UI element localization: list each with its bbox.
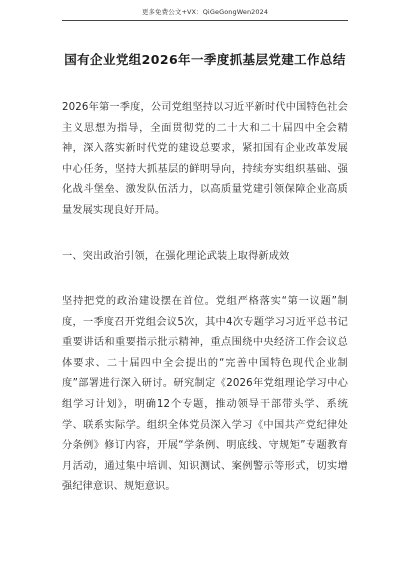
document-title: 国有企业党组2026年一季度抓基层党建工作总结: [64, 52, 346, 67]
intro-paragraph: 2026年第一季度，公司党组坚持以习近平新时代中国特色社会主义思想为指导，全面贯彻党的二十大和二十届四中全会精神，深入落实新时代党的建设总要求，紧扣国有企业改革发展中心任务，坚持大抓基层的鲜明导向，持续夯实组织基础、强化战斗堡垒、激发队伍活力，以高质量党建引领保障企业高质量发展实现良好开局。: [62, 102, 348, 216]
header-note: 更多免费公文+VX：QiGeGongWen2024: [141, 8, 269, 16]
header-divider: [62, 20, 348, 21]
section-heading-1: 一、突出政治引领，在强化理论武装上取得新成效: [62, 251, 290, 262]
section-1-paragraph: 坚持把党的政治建设摆在首位。党组严格落实“第一议题”制度，一季度召开党组会议5次，其中4次专题学习习近平总书记重要讲话和重要指示批示精神，重点围绕中央经济工作会议总体要求、二十届四中全会提出的“完善中国特色现代企业制度”部署进行深入研讨。研究制定《2026年党组理论学习中心组学习计划》，明确12个专题，推动领导干部带头学、系统学、联系实际学。组织全体党员深入学习《中国共产党纪律处分条例》修订内容，开展“学条例、明底线、守规矩”专题教育月活动，通过集中培训、知识测试、案例警示等形式，切实增强纪律意识、规矩意识。: [62, 296, 348, 493]
